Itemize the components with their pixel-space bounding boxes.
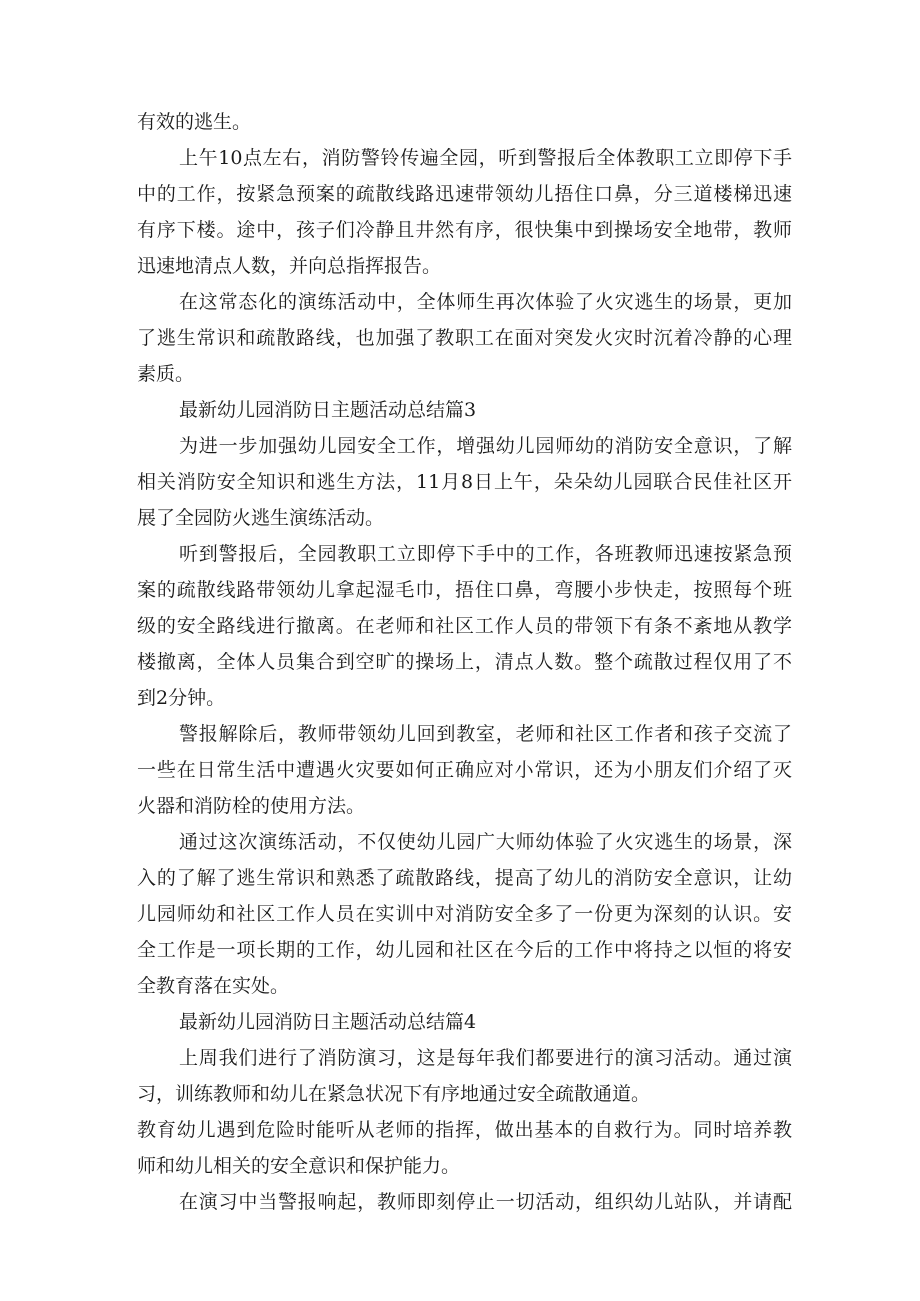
section-heading: 最新幼儿园消防日主题活动总结篇3: [179, 399, 477, 421]
paragraph-start-line: 为进一步加强幼儿园安全工作，增强幼儿园师幼的消防安全意识，了解: [179, 435, 792, 457]
text-line: 有效的逃生。: [137, 111, 252, 133]
text-line: 素质。: [137, 363, 195, 385]
paragraph-start-line: 警报解除后，教师带领幼儿回到教室，老师和社区工作者和孩子交流了: [179, 723, 792, 745]
text-line: 有序下楼。途中，孩子们冷静且井然有序，很快集中到操场安全地带，教师: [137, 219, 792, 241]
text-line: 到2分钟。: [137, 687, 226, 709]
text-line: 一些在日常生活中遭遇火灾要如何正确应对小常识，还为小朋友们介绍了灭: [137, 759, 792, 781]
paragraph-start-line: 听到警报后，全园教职工立即停下手中的工作，各班教师迅速按紧急预: [179, 543, 792, 565]
paragraph-start-line: 上午10点左右，消防警铃传遍全园，听到警报后全体教职工立即停下手: [179, 147, 792, 169]
paragraph-start-line: 通过这次演练活动，不仅使幼儿园广大师幼体验了火灾逃生的场景，深: [179, 831, 792, 853]
text-line: 全教育落在实处。: [137, 975, 290, 997]
text-line: 入的了解了逃生常识和熟悉了疏散路线，提高了幼儿的消防安全意识，让幼: [137, 867, 792, 889]
text-line: 中的工作，按紧急预案的疏散线路迅速带领幼儿捂住口鼻，分三道楼梯迅速: [137, 183, 792, 205]
paragraph-start-line: 在演习中当警报响起，教师即刻停止一切活动，组织幼儿站队，并请配: [179, 1191, 792, 1213]
text-line: 了逃生常识和疏散路线，也加强了教职工在面对突发火灾时沉着冷静的心理: [137, 327, 792, 349]
paragraph-start-line: 在这常态化的演练活动中，全体师生再次体验了火灾逃生的场景，更加: [179, 291, 792, 313]
text-line: 教育幼儿遇到危险时能听从老师的指挥，做出基本的自救行为。同时培养教: [137, 1119, 792, 1141]
text-line: 火器和消防栓的使用方法。: [137, 795, 366, 817]
text-line: 师和幼儿相关的安全意识和保护能力。: [137, 1155, 461, 1177]
paragraph-start-line: 上周我们进行了消防演习，这是每年我们都要进行的演习活动。通过演: [179, 1047, 792, 1069]
text-line: 迅速地清点人数，并向总指挥报告。: [137, 255, 442, 277]
text-line: 习，训练教师和幼儿在紧急状况下有序地通过安全疏散通道。: [137, 1083, 651, 1105]
text-line: 儿园师幼和社区工作人员在实训中对消防安全多了一份更为深刻的认识。安: [137, 903, 792, 925]
document-page: [137, 104, 792, 1220]
section-heading: 最新幼儿园消防日主题活动总结篇4: [179, 1011, 477, 1033]
text-line: 级的安全路线进行撤离。在老师和社区工作人员的带领下有条不紊地从教学: [137, 615, 792, 637]
text-line: 展了全园防火逃生演练活动。: [137, 507, 385, 529]
text-line: 楼撤离，全体人员集合到空旷的操场上，清点人数。整个疏散过程仅用了不: [137, 651, 792, 673]
text-line: 全工作是一项长期的工作，幼儿园和社区在今后的工作中将持之以恒的将安: [137, 939, 792, 961]
text-line: 案的疏散线路带领幼儿拿起湿毛巾，捂住口鼻，弯腰小步快走，按照每个班: [137, 579, 792, 601]
text-line: 相关消防安全知识和逃生方法，11月8日上午，朵朵幼儿园联合民佳社区开: [137, 471, 792, 493]
